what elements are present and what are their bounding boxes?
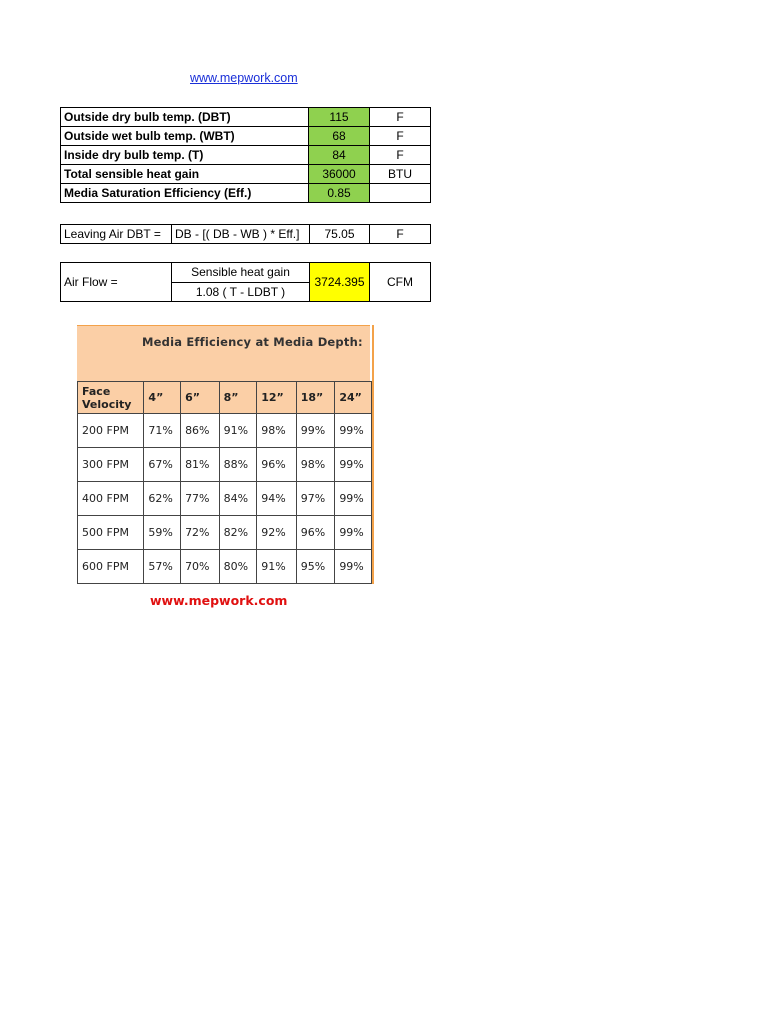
leaving-air-value[interactable]: 75.05 <box>310 225 370 244</box>
efficiency-cell: 97% <box>296 482 335 516</box>
velocity-cell: 500 FPM <box>78 516 144 550</box>
efficiency-cell: 67% <box>144 448 181 482</box>
efficiency-cell: 77% <box>181 482 220 516</box>
face-label: Face <box>82 384 111 398</box>
input-value[interactable]: 36000 <box>309 165 370 184</box>
efficiency-cell: 94% <box>257 482 297 516</box>
air-flow-value[interactable]: 3724.395 <box>310 263 370 302</box>
efficiency-cell: 96% <box>296 516 335 550</box>
air-flow-denominator: 1.08 ( T - LDBT ) <box>172 282 310 302</box>
efficiency-title-band <box>77 325 370 382</box>
input-row-wbt <box>61 127 431 146</box>
input-row-inside-temp <box>61 146 431 165</box>
efficiency-header-row <box>78 382 372 414</box>
efficiency-cell: 99% <box>335 482 372 516</box>
media-efficiency-table <box>77 325 374 584</box>
input-label: Media Saturation Efficiency (Eff.) <box>61 184 309 203</box>
depth-header: 4” <box>144 382 181 414</box>
efficiency-cell: 96% <box>257 448 297 482</box>
leaving-air-label: Leaving Air DBT = <box>61 225 172 244</box>
efficiency-cell: 72% <box>181 516 220 550</box>
input-value[interactable]: 0.85 <box>309 184 370 203</box>
leaving-air-formula: DB - [( DB - WB ) * Eff.] <box>172 225 310 244</box>
velocity-cell: 300 FPM <box>78 448 144 482</box>
efficiency-row <box>78 516 372 550</box>
efficiency-row <box>78 550 372 584</box>
leaving-air-unit: F <box>370 225 431 244</box>
efficiency-grid <box>77 381 372 584</box>
efficiency-row <box>78 414 372 448</box>
velocity-cell: 600 FPM <box>78 550 144 584</box>
depth-header: 8” <box>219 382 257 414</box>
air-flow-unit: CFM <box>370 263 431 302</box>
efficiency-cell: 70% <box>181 550 220 584</box>
input-label: Outside dry bulb temp. (DBT) <box>61 108 309 127</box>
input-unit: BTU <box>370 165 431 184</box>
input-label: Inside dry bulb temp. (T) <box>61 146 309 165</box>
efficiency-cell: 99% <box>335 516 372 550</box>
efficiency-cell: 99% <box>335 414 372 448</box>
efficiency-cell: 80% <box>219 550 257 584</box>
face-velocity-header <box>78 382 144 414</box>
input-unit: F <box>370 108 431 127</box>
input-label: Total sensible heat gain <box>61 165 309 184</box>
efficiency-cell: 57% <box>144 550 181 584</box>
input-value[interactable]: 68 <box>309 127 370 146</box>
air-flow-numerator: Sensible heat gain <box>172 263 310 283</box>
efficiency-cell: 98% <box>257 414 297 448</box>
bottom-website-link[interactable]: www.mepwork.com <box>150 593 288 608</box>
efficiency-cell: 99% <box>296 414 335 448</box>
inputs-table <box>60 107 431 203</box>
input-value[interactable]: 115 <box>309 108 370 127</box>
input-label: Outside wet bulb temp. (WBT) <box>61 127 309 146</box>
depth-header: 6” <box>181 382 220 414</box>
efficiency-cell: 84% <box>219 482 257 516</box>
efficiency-cell: 81% <box>181 448 220 482</box>
efficiency-cell: 91% <box>257 550 297 584</box>
input-row-dbt <box>61 108 431 127</box>
efficiency-title: Media Efficiency at Media Depth: <box>142 335 363 349</box>
air-flow-label: Air Flow = <box>61 263 172 302</box>
depth-header: 18” <box>296 382 335 414</box>
input-unit: F <box>370 146 431 165</box>
depth-header: 12” <box>257 382 297 414</box>
efficiency-row <box>78 482 372 516</box>
top-website-link[interactable]: www.mepwork.com <box>190 71 298 85</box>
efficiency-cell: 82% <box>219 516 257 550</box>
velocity-label: Velocity <box>82 397 132 411</box>
efficiency-cell: 91% <box>219 414 257 448</box>
efficiency-cell: 99% <box>335 448 372 482</box>
velocity-cell: 400 FPM <box>78 482 144 516</box>
leaving-air-row <box>61 225 431 244</box>
input-unit: F <box>370 127 431 146</box>
input-value[interactable]: 84 <box>309 146 370 165</box>
efficiency-cell: 71% <box>144 414 181 448</box>
leaving-air-table <box>60 224 431 244</box>
efficiency-cell: 99% <box>335 550 372 584</box>
depth-header: 24” <box>335 382 372 414</box>
efficiency-cell: 88% <box>219 448 257 482</box>
velocity-cell: 200 FPM <box>78 414 144 448</box>
efficiency-cell: 59% <box>144 516 181 550</box>
air-flow-row-top <box>61 263 431 283</box>
efficiency-row <box>78 448 372 482</box>
air-flow-table <box>60 262 431 302</box>
efficiency-cell: 86% <box>181 414 220 448</box>
efficiency-cell: 95% <box>296 550 335 584</box>
efficiency-cell: 92% <box>257 516 297 550</box>
efficiency-cell: 98% <box>296 448 335 482</box>
input-unit <box>370 184 431 203</box>
input-row-efficiency <box>61 184 431 203</box>
input-row-heat-gain <box>61 165 431 184</box>
efficiency-cell: 62% <box>144 482 181 516</box>
